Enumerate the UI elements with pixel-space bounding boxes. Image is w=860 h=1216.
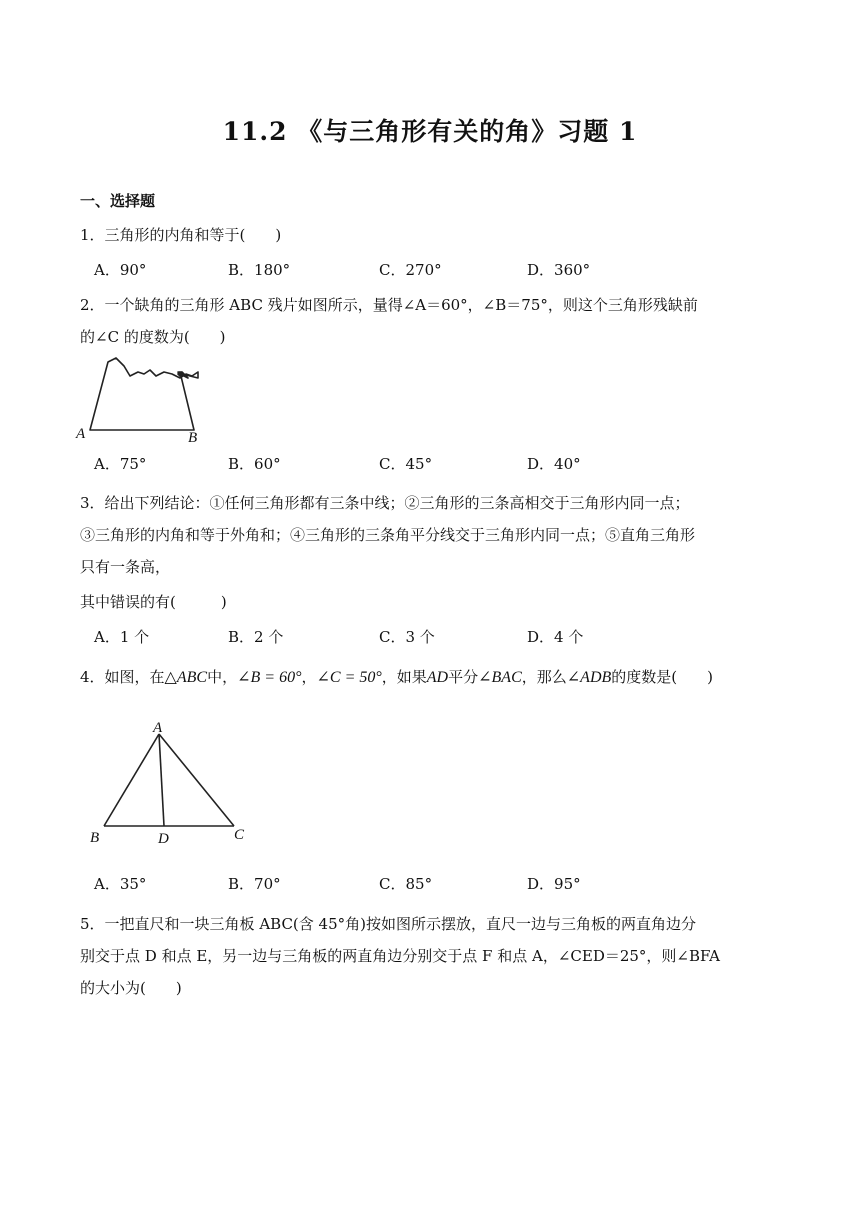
question-4-text: 4．如图，在△ABC中，∠B = 60°，∠C = 50°，如果AD平分∠BAC，那么∠ADB的度数是( ) <box>80 668 713 686</box>
question-3-line-4: 其中错误的有( ) <box>80 593 227 611</box>
question-2-option-d: D．40° <box>527 455 581 473</box>
question-2-option-b: B．60° <box>228 455 281 473</box>
vertex-label-b: B <box>90 830 100 846</box>
question-3-option-b: B．2 个 <box>228 628 284 646</box>
broken-triangle-figure <box>74 352 214 444</box>
figure-label-a: A <box>76 426 86 442</box>
question-1-option-c: C．270° <box>379 261 442 279</box>
question-3-option-c: C．3 个 <box>379 628 435 646</box>
vertex-label-c: C <box>234 827 245 843</box>
question-1-option-d: D．360° <box>527 261 591 279</box>
question-5-line-2: 别交于点 D 和点 E，另一边与三角板的两直角边分别交于点 F 和点 A，∠CED＝25°，则∠BFA <box>80 947 720 965</box>
question-5-line-3: 的大小为( ) <box>80 979 182 997</box>
question-3-line-2: ③三角形的内角和等于外角和；④三角形的三条角平分线交于三角形内同一点；⑤直角三角形 <box>80 526 696 544</box>
question-3-option-d: D．4 个 <box>527 628 584 646</box>
question-1-option-b: B．180° <box>228 261 291 279</box>
figure-label-b: B <box>188 430 198 444</box>
question-4-option-b: B．70° <box>228 875 281 893</box>
triangle-abc-figure <box>86 716 256 848</box>
question-1-text: 1．三角形的内角和等于( ) <box>80 226 282 244</box>
section-heading: 一、选择题 <box>80 192 156 210</box>
question-2-line-1: 2．一个缺角的三角形 ABC 残片如图所示，量得∠A＝60°，∠B＝75°，则这个三角形残缺前 <box>80 296 698 314</box>
question-2-option-c: C．45° <box>379 455 433 473</box>
question-3-option-a: A．1 个 <box>94 628 150 646</box>
question-4-option-d: D．95° <box>527 875 581 893</box>
segment-ad <box>159 734 164 826</box>
question-3-line-3: 只有一条高， <box>80 558 171 576</box>
point-label-d: D <box>158 831 169 847</box>
question-2-option-a: A．75° <box>94 455 147 473</box>
question-2-line-2: 的∠C 的度数为( ) <box>80 328 226 346</box>
question-4-option-a: A．35° <box>94 875 147 893</box>
side-ac <box>159 734 234 826</box>
question-1-option-a: A．90° <box>94 261 147 279</box>
side-ab <box>104 734 159 826</box>
vertex-label-a: A <box>153 720 163 736</box>
question-3-line-1: 3．给出下列结论：①任何三角形都有三条中线；②三角形的三条高相交于三角形内同一点； <box>80 494 690 512</box>
broken-triangle-outline <box>90 358 198 430</box>
page-title: 11.2 《与三角形有关的角》习题 1 <box>222 117 638 146</box>
question-4-option-c: C．85° <box>379 875 433 893</box>
question-5-line-1: 5．一把直尺和一块三角板 ABC(含 45°角)按如图所示摆放，直尺一边与三角板的两直角边分 <box>80 915 696 933</box>
